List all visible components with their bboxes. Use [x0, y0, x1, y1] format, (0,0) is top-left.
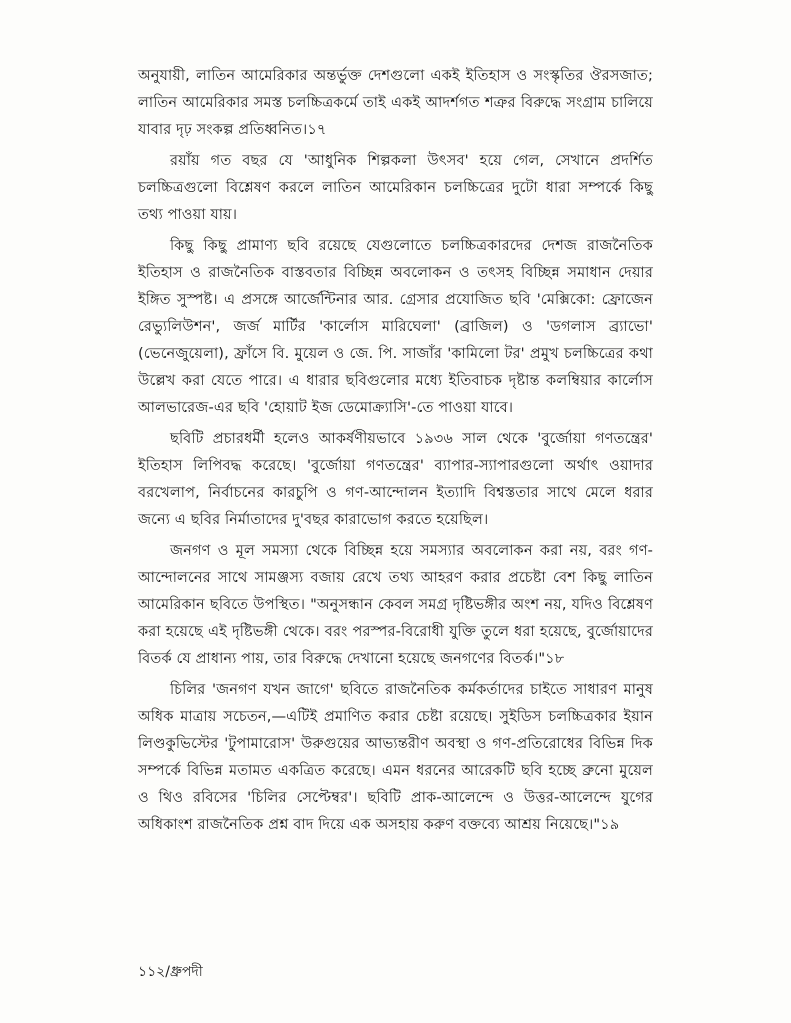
paragraph-2: রয়াঁয় গত বছর যে 'আধুনিক শিল্পকলা উৎসব' হয়ে গেল, সেখানে প্রদর্শিত চলচ্চিত্রগুলো বিশ্লেষণ করলে লাতিন আমেরিকান চলচ্চিত্রের দুটো ধারা সম্পর্কে কিছু তথ্য পাওয়া যায়।	[138, 152, 653, 223]
paragraph-3: কিছু কিছু প্রামাণ্য ছবি রয়েছে যেগুলোতে চলচ্চিত্রকারদের দেশজ রাজনৈতিক ইতিহাস ও রাজনৈতিক বাস্তবতার বিচ্ছিন্ন অবলোকন ও তৎসহ বিচ্ছিন্ন সমাধান দেয়ার ইঙ্গিত সুস্পষ্ট। এ প্রসঙ্গে আর্জেন্টিনার আর. গ্রেসার প্রযোজিত ছবি 'মেক্সিকো: ফ্রোজেন রেভ্যুলিউশন', জর্জ মার্টির 'কার্লোস মারিঘেলা' (ব্রাজিল) ও 'ডগলাস ব্র্যাভো' (ভেনেজুয়েলা), ফ্রাঁসে বি. মুয়েল ও জে. পি. সাজাঁর 'কামিলো টর' প্রমুখ চলচ্চিত্রের কথা উল্লেখ করা যেতে পারে। এ ধারার ছবিগুলোর মধ্যে ইতিবাচক দৃষ্টান্ত কলম্বিয়ার কার্লোস আলভারেজ-এর ছবি 'হোয়াট ইজ ডেমোক্র্যাসি'-তে পাওয়া যাবে।	[138, 237, 653, 416]
paragraph-4: ছবিটি প্রচারধর্মী হলেও আকর্ষণীয়ভাবে ১৯৩৬ সাল থেকে 'বুর্জোয়া গণতন্ত্রের' ইতিহাস লিপিবদ্ধ করেছে। 'বুর্জোয়া গণতন্ত্রের' ব্যাপার-স্যাপারগুলো অর্থাৎ ওয়াদার বরখেলাপ, নির্বাচনের কারচুপি ও গণ-আন্দোলন ইত্যাদি বিশ্বস্ততার সাথে মেলে ধরার জন্যে এ ছবির নির্মাতাদের দু'বছর কারাভোগ করতে হয়েছিল।	[138, 430, 653, 528]
body-text	[138, 62, 653, 842]
paragraph-1: অনুযায়ী, লাতিন আমেরিকার অন্তর্ভুক্ত দেশগুলো একই ইতিহাস ও সংস্কৃতির ঔরসজাত; লাতিন আমেরিকার সমস্ত চলচ্চিত্রকর্মে তাই একই আদর্শগত শত্রুর বিরুদ্ধে সংগ্রাম চালিয়ে যাবার দৃঢ় সংকল্প প্রতিধ্বনিত।১৭	[138, 67, 653, 138]
page-footer: ১১২/ধ্রুপদী	[138, 964, 203, 980]
paragraph-6: চিলির 'জনগণ যখন জাগে' ছবিতে রাজনৈতিক কর্মকর্তাদের চাইতে সাধারণ মানুষ অধিক মাত্রায় সচেতন,—এটিই প্রমাণিত করার চেষ্টা রয়েছে। সুইডিস চলচ্চিত্রকার ইয়ান লিণ্ডকুভিস্টের 'টুপামারোস' উরুগুয়ের আভ্যন্তরীণ অবস্থা ও গণ-প্রতিরোধের বিভিন্ন দিক সম্পর্কে বিভিন্ন মতামত একত্রিত করেছে। এমন ধরনের আরেকটি ছবি হচ্ছে ব্রুনো মুয়েল ও থিও রবিসের 'চিলির সেপ্টেম্বর'। ছবিটি প্রাক-আলেন্দে ও উত্তর-আলেন্দে যুগের অধিকাংশ রাজনৈতিক প্রশ্ন বাদ দিয়ে এক অসহায় করুণ বক্তব্যে আশ্রয় নিয়েছে।"১৯	[138, 681, 653, 833]
paragraph-5: জনগণ ও মূল সমস্যা থেকে বিচ্ছিন্ন হয়ে সমস্যার অবলোকন করা নয়, বরং গণ-আন্দোলনের সাথে সামঞ্জস্য বজায় রেখে তথ্য আহরণ করার প্রচেষ্টা বেশ কিছু লাতিন আমেরিকান ছবিতে উপস্থিত। "অনুসন্ধান কেবল সমগ্র দৃষ্টিভঙ্গীর অংশ নয়, যদিও বিশ্লেষণ করা হয়েছে এই দৃষ্টিভঙ্গী থেকে। বরং পরস্পর-বিরোধী যুক্তি তুলে ধরা হয়েছে, বুর্জোয়াদের বিতর্ক যে প্রাধান্য পায়, তার বিরুদ্ধে দেখানো হয়েছে জনগণের বিতর্ক।"১৮	[138, 542, 653, 667]
